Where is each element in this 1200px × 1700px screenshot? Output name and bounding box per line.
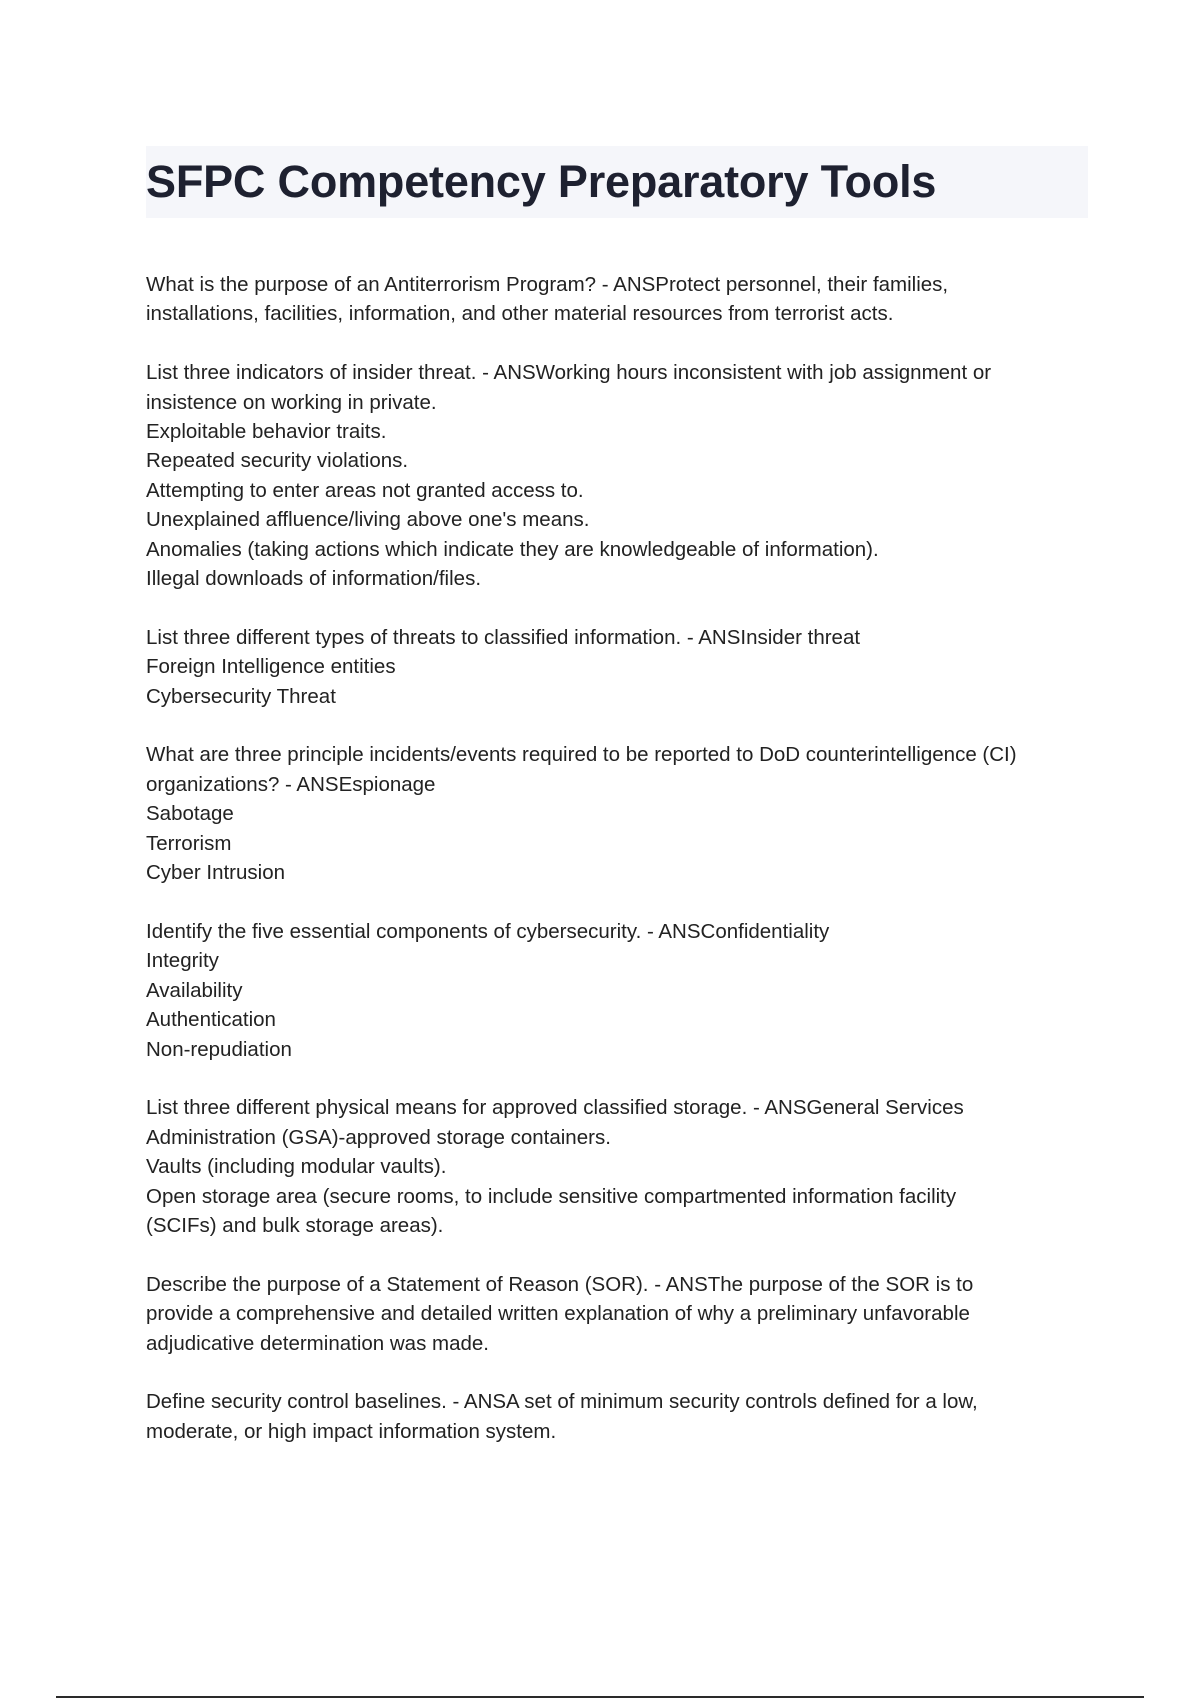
qa-entry: [146, 1270, 1096, 1358]
question-line: List three indicators of insider threat. - ANSWorking hours inconsistent with job assignment or: [146, 361, 992, 385]
footer-divider: [56, 1696, 1144, 1698]
answer-line: insistence on working in private.: [146, 390, 437, 414]
answer-line: Open storage area (secure rooms, to include sensitive compartmented information facility: [146, 1184, 957, 1208]
answer-line: provide a comprehensive and detailed written explanation of why a preliminary unfavorable: [146, 1302, 970, 1326]
answer-line: (SCIFs) and bulk storage areas).: [146, 1213, 444, 1237]
qa-entry: [146, 740, 1096, 887]
qa-entry: [146, 623, 1096, 711]
answer-line: Anomalies (taking actions which indicate they are knowledgeable of information).: [146, 537, 879, 561]
answer-line: Availability: [146, 978, 243, 1002]
answer-line: Administration (GSA)-approved storage containers.: [146, 1125, 611, 1149]
question-line: Describe the purpose of a Statement of Reason (SOR). - ANSThe purpose of the SOR is to: [146, 1272, 974, 1296]
answer-line: Integrity: [146, 949, 219, 973]
qa-entry: [146, 1387, 1096, 1446]
answer-line: Foreign Intelligence entities: [146, 655, 396, 679]
question-line: Define security control baselines. - ANSA set of minimum security controls defined for a low,: [146, 1390, 978, 1414]
question-line: List three different types of threats to classified information. - ANSInsider threat: [146, 625, 861, 649]
answer-line: Vaults (including modular vaults).: [146, 1155, 447, 1179]
answer-line: Terrorism: [146, 831, 232, 855]
answer-line: Unexplained affluence/living above one's means.: [146, 508, 590, 532]
answer-line: Cybersecurity Threat: [146, 684, 336, 708]
question-line: What are three principle incidents/events required to be reported to DoD counterintelligence (CI): [146, 743, 1017, 767]
answer-line: Illegal downloads of information/files.: [146, 567, 482, 591]
qa-entry: [146, 358, 1096, 593]
answer-line: installations, facilities, information, and other material resources from terrorist acts.: [146, 302, 894, 326]
answer-line: Cyber Intrusion: [146, 861, 286, 885]
answer-line: Authentication: [146, 1008, 276, 1032]
page-title: SFPC Competency Preparatory Tools: [146, 156, 937, 207]
question-line: Identify the five essential components of cybersecurity. - ANSConfidentiality: [146, 919, 830, 943]
answer-line: adjudicative determination was made.: [146, 1331, 489, 1355]
answer-line: Repeated security violations.: [146, 449, 409, 473]
answer-line: Exploitable behavior traits.: [146, 420, 387, 444]
question-line: What is the purpose of an Antiterrorism Program? - ANSProtect personnel, their families,: [146, 273, 949, 296]
question-line: List three different physical means for approved classified storage. - ANSGeneral Services: [146, 1096, 964, 1120]
answer-line: organizations? - ANSEspionage: [146, 772, 436, 796]
answer-line: Sabotage: [146, 802, 234, 826]
answer-line: moderate, or high impact information system.: [146, 1419, 557, 1443]
answer-line: Non-repudiation: [146, 1037, 292, 1061]
document-body: [146, 270, 1096, 1476]
answer-line: Attempting to enter areas not granted access to.: [146, 478, 584, 502]
qa-entry: [146, 917, 1096, 1064]
qa-entry: [146, 270, 1096, 329]
title-band: [146, 146, 1088, 218]
qa-entry: [146, 1093, 1096, 1240]
